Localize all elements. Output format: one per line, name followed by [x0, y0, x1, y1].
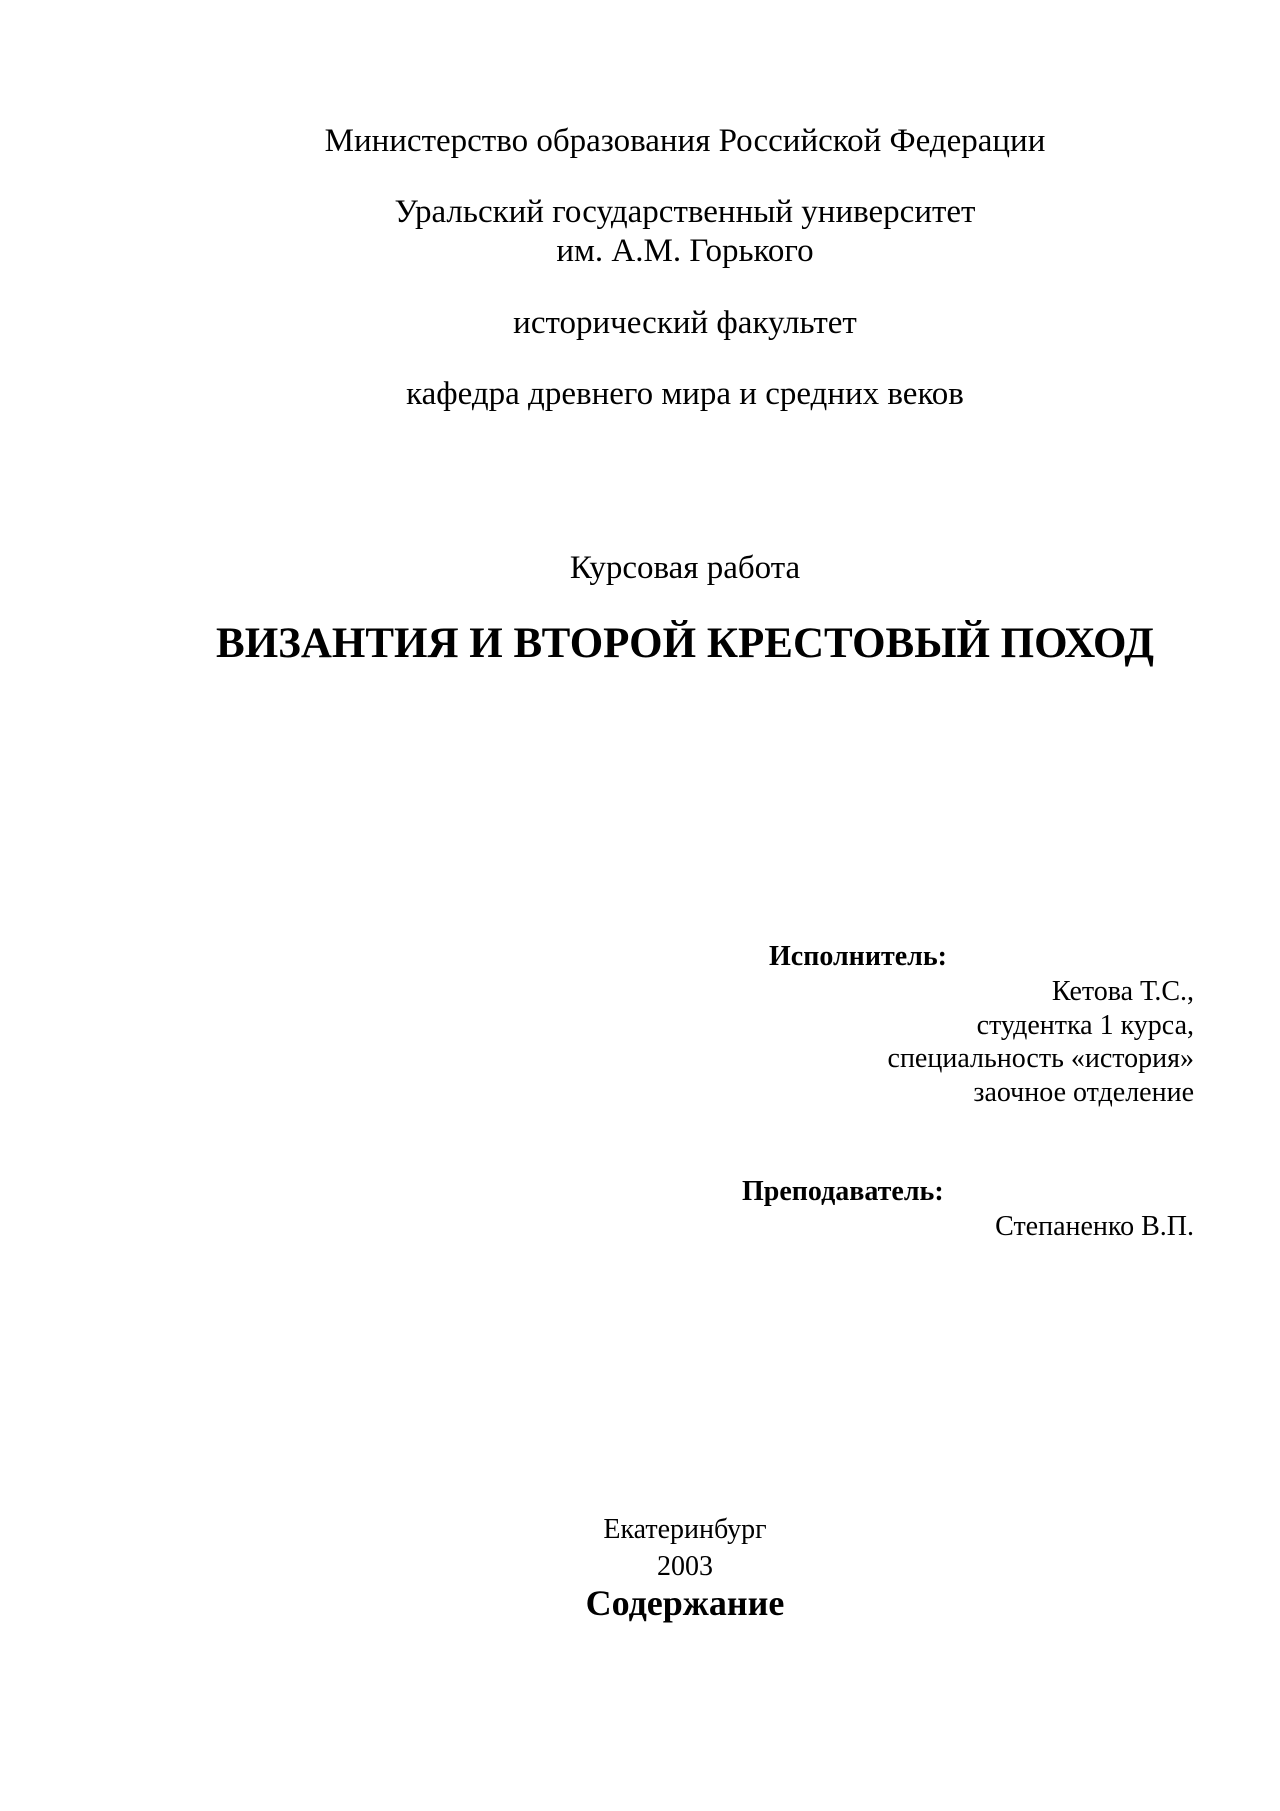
university-name-line: им. А.М. Горького: [556, 233, 814, 269]
author-specialty: специальность «история»: [887, 1043, 1194, 1074]
footer-year: 2003: [657, 1551, 713, 1582]
work-type: Курсовая работа: [569, 550, 801, 586]
contents-heading: Содержание: [585, 1583, 785, 1623]
university-line: Уральский государственный университет: [394, 194, 976, 230]
author-info: [888, 975, 1194, 1109]
faculty-line: исторический факультет: [513, 305, 857, 341]
teacher-label: Преподаватель:: [742, 1176, 944, 1207]
author-name: Кетова Т.С.,: [1051, 976, 1194, 1007]
ministry-line: Министерство образования Российской Федерации: [324, 123, 1046, 159]
author-course: студентка 1 курса,: [976, 1009, 1194, 1041]
teacher-name: Степаненко В.П.: [995, 1211, 1194, 1242]
author-department: заочное отделение: [973, 1076, 1194, 1108]
author-label: Исполнитель:: [769, 941, 947, 972]
teacher-info: [995, 1210, 1194, 1244]
work-title: ВИЗАНТИЯ И ВТОРОЙ КРЕСТОВЫЙ ПОХОД: [216, 620, 1154, 667]
department-line: кафедра древнего мира и средних веков: [406, 376, 964, 412]
footer-city: Екатеринбург: [603, 1514, 767, 1545]
